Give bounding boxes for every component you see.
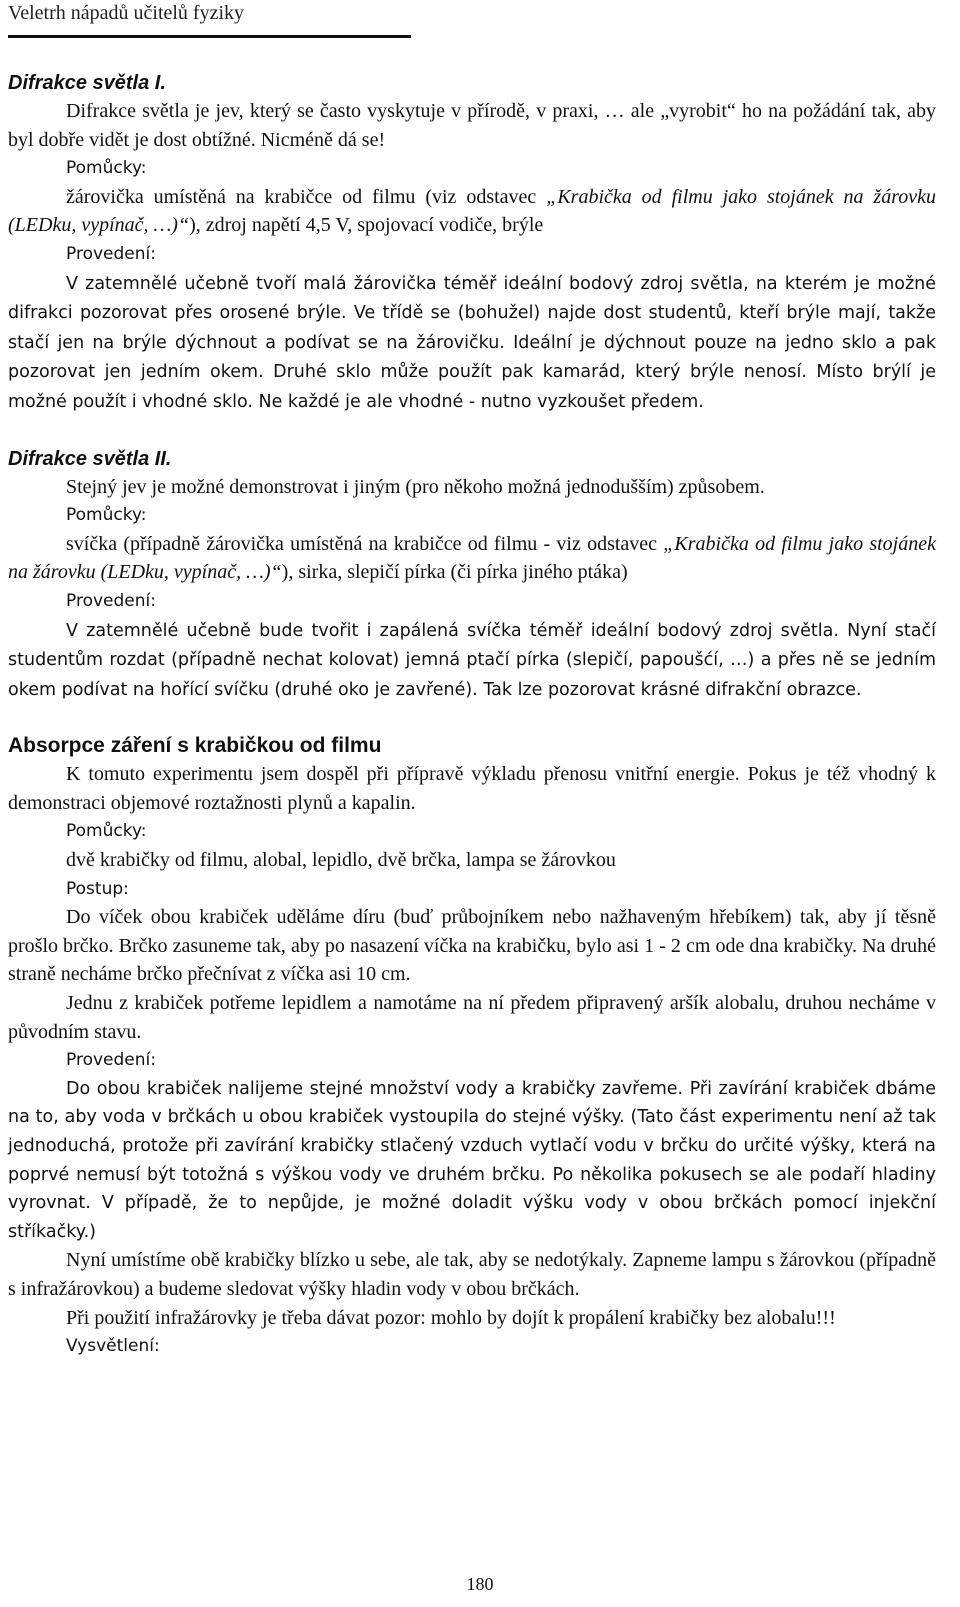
page-content <box>8 69 936 1361</box>
paragraph-provedeni-3a: Do obou krabiček nalijeme stejné množství vody a krabičky zavřeme. Při zavírání krabiček dbáme na to, aby voda v brčkách u obou krabiček vystoupila do stejné výšky. (Tato část experimentu není až tak jednoduchá, protože při zavírání krabičky stlačený vzduch vytlačí vodu v brčku do určité výšky, která na poprvé nemusí být totožná s výškou vody ve druhém brčku. Po několika pokusech se ale podaří hladiny vyrovnat. V případě, že to nepůjde, je možné doladit výšku vody v obou brčkách pomocí injekční stříkačky.) <box>8 1078 936 1242</box>
section-heading-difrakce-1: Difrakce světla I. <box>8 72 166 94</box>
text-provedeni-2c: Tak lze pozorovat krásné difrakční obrazce. <box>477 679 862 700</box>
section-heading-absorpce: Absorpce záření s krabičkou od filmu <box>8 734 382 758</box>
text-provedeni-1f: Ne každé je ale vhodné - nutno vyzkoušet předem. <box>252 391 704 412</box>
text-provedeni-1d: Druhé sklo může použít pak kamarád, který brýle nenosí. <box>263 362 807 383</box>
label-vysvetleni-3: Vysvětlení: <box>66 1336 160 1357</box>
text-provedeni-2b: Nyní stačí studentům rozdat (případně nechat kolovat) jemná ptačí pírka (slepičí, papoušćí, …) a přes ně se jedním okem podívat na hořící svíčku (druhé oko je zavřené). <box>8 620 936 700</box>
running-header: Veletrh nápadů učitelů fyziky <box>8 2 245 24</box>
paragraph-provedeni-3b: Nyní umístíme obě krabičky blízko u sebe, ale tak, aby se nedotýkaly. Zapneme lampu s žárovkou (případně s infražárovkou) a budeme sledovat výšky hladin vody v obou brčkách. <box>8 1249 936 1300</box>
text-provedeni-1b: Ve třídě se (bohužel) najde dost studentů, kteří brýle mají, takže stačí jen na brýle dýchnout a podívat se na žárovičku. <box>8 303 936 353</box>
paragraph-intro-3: K tomuto experimentu jsem dospěl při přípravě výkladu přenosu vnitřní energie. Pokus je též vhodný k demonstraci objemové roztažnosti plynů a kapalin. <box>8 763 936 814</box>
paragraph-intro-1: Difrakce světla je jev, který se často vyskytuje v přírodě, v praxi, … ale „vyrobit“ ho na požádání tak, aby byl dobře vidět je dost obtížné. Nicméně dá se! <box>8 100 936 151</box>
text-provedeni-1e: Místo brýlí je možné použít i vhodné sklo. <box>8 362 936 412</box>
label-pomucky-3: Pomůcky: <box>66 821 147 842</box>
page-number: 180 <box>466 1574 494 1594</box>
label-pomucky-2: Pomůcky: <box>66 505 147 526</box>
label-postup-3: Postup: <box>66 878 129 899</box>
paragraph-postup-3b: Jednu z krabiček potřeme lepidlem a namotáme na ní předem připravený aršík alobalu, druhou necháme v původním stavu. <box>8 992 936 1043</box>
text-provedeni-2a: V zatemnělé učebně bude tvořit i zapálená svíčka téměř ideální bodový zdroj světla. <box>66 620 839 641</box>
link-reference-krabicka-1: „Krabička od filmu jako stojánek na žárovku (LEDku, vypínač, …)“ <box>8 185 936 237</box>
text-provedeni-1c: Ideální je dýchnout pouze na jedno sklo a pak pozorovat jen jedním okem. <box>8 332 936 383</box>
paragraph-intro-2: Stejný jev je možné demonstrovat i jiným (pro někoho možná jednodušším) způsobem. <box>66 475 765 498</box>
label-pomucky-1: Pomůcky: <box>66 158 147 179</box>
label-provedeni-3: Provedení: <box>66 1050 156 1071</box>
text-provedeni-1a: V zatemnělé učebně tvoří malá žárovička téměř ideální bodový zdroj světla, na kterém je možné difrakci pozorovat přes orosené brýle. <box>8 273 936 324</box>
section-heading-difrakce-2: Difrakce světla II. <box>8 447 172 470</box>
section-gap <box>8 417 936 445</box>
text-pomucky-1b: ), zdroj napětí 4,5 V, spojovací vodiče, brýle <box>189 214 544 237</box>
label-provedeni-1: Provedení: <box>66 243 156 264</box>
paragraph-provedeni-2 <box>8 616 936 705</box>
text-pomucky-1a: žárovička umístěná na krabičce od filmu (viz odstavec <box>66 185 547 208</box>
paragraph-pomucky-1 <box>8 183 936 240</box>
header-rule <box>8 35 411 38</box>
paragraph-pomucky-2 <box>8 530 936 587</box>
paragraph-provedeni-1 <box>8 269 936 417</box>
label-provedeni-2: Provedení: <box>66 590 156 611</box>
paragraph-postup-3a: Do víček obou krabiček uděláme díru (buď průbojníkem nebo nažhaveným hřebíkem) tak, aby jí těsně prošlo brčko. Brčko zasuneme tak, aby po nasazení víčka na krabičku, bylo asi 1 - 2 cm ode dna krabičky. Na druhé straně necháme brčko přečnívat z víčka asi 10 cm. <box>8 906 936 986</box>
text-pomucky-2b: ), sirka, slepičí pírka (či pírka jiného ptáka) <box>281 561 628 584</box>
paragraph-provedeni-3c: Při použití infražárovky je třeba dávat pozor: mohlo by dojít k propálení krabičky bez alobalu!!! <box>66 1306 836 1329</box>
section-gap <box>8 704 936 732</box>
link-reference-krabicka-2: „Krabička od filmu jako stojánek na žárovku (LEDku, vypínač, …)“ <box>8 532 936 584</box>
paragraph-pomucky-3: dvě krabičky od filmu, alobal, lepidlo, dvě brčka, lampa se žárovkou <box>66 849 616 872</box>
text-pomucky-2a: svíčka (případně žárovička umístěná na krabičce od filmu - viz odstavec <box>66 532 664 555</box>
